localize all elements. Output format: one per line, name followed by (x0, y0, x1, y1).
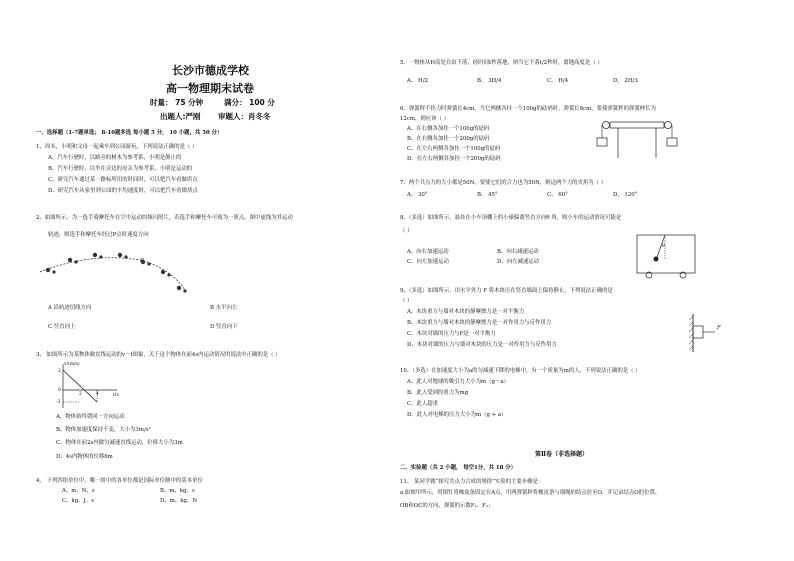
q7-stem: 7、两个共点力的大小都是50N，要使它们的合力也为50N，则这两个力的夹角为（ ） (400, 180, 607, 186)
spring-scale-figure (592, 118, 682, 160)
q1-option-d: D、研究汽车从家里到公园的平均速度时，可以把汽车看做质点 (48, 188, 198, 194)
reviewer-label: 审题人：肖冬冬 (218, 112, 271, 121)
wall-block-figure (687, 312, 727, 354)
q6-stem-line1: 6、弹簧秤不挂力时弹簧长4cm，当它两侧各挂一个100g的砝码时，弹簧长8cm，要使弹簧秤的弹簧伸长为 (400, 106, 656, 112)
q4-option-b: B、m、kg、s (160, 488, 195, 494)
q9-option-b: B、木块重力与墙对木块的静摩擦力是一对作用力与反作用力 (407, 320, 552, 326)
q8-option-d: D、向左减速运动 (497, 259, 540, 265)
school-name: 长沙市德成学校 (172, 64, 249, 77)
q10-stem: 10、（多选）在加速度大小为a的匀减速下降的电梯中，有一个质量为m的人，下列说法正确的是（ ） (400, 368, 641, 374)
q3-stem: 3、 如图所示为某物体做直线运动的v－t图象，关于这个物体在前4s内运动情况的说法中正确的是（ ） (36, 352, 281, 358)
q5-option-d: D、 2H/3 (613, 78, 638, 84)
car-pendulum-figure (635, 233, 697, 279)
vt-graph-xlabel: t/s (113, 393, 119, 398)
q10-option-d: D、此人对电梯的压力大小为m（g + a） (407, 412, 507, 418)
exam-title: 高一物理期末试卷 (166, 82, 254, 95)
q6-option-d: D、在左右两侧各加挂一个200g的砝码 (407, 156, 501, 162)
q2-option-a: A 沿轨迹切线方向 (48, 305, 92, 311)
q4-option-c: C、kg、J、s (62, 498, 94, 504)
motorcycle-trajectory-figure (40, 250, 200, 305)
q5-option-c: C、 H/4 (547, 78, 569, 84)
right-column (397, 0, 794, 561)
q6-option-c: C、在左右两侧各加挂一个100g的砝码 (407, 146, 501, 152)
setter-label: 出题人:严刚 (160, 112, 201, 121)
q1-option-c: C、研究汽车通过某一路标所用的时间时，可以把汽车看做质点 (48, 177, 198, 183)
q1-option-a: A、汽车行驶时，以路旁的树木为参考系，小明是静止的 (48, 155, 182, 161)
q9-stem-line1: 9、（多选）如图所示，用水平外力 F 将木块压在竖直墙面上保持静止，下列说法正确的是 (400, 288, 613, 294)
q9-option-a: A、木块重力与墙对木块的静摩擦力是一对平衡力 (407, 309, 525, 315)
q6-option-b: B、在右侧各加挂一个200g的砝码 (407, 136, 490, 142)
q6-option-a: A、在右侧各加挂一个100g的砝码 (407, 126, 490, 132)
q3-option-c: C、物体在前2s内做匀减速直线运动，位移大小为3m (56, 440, 183, 446)
q5-stem: 5、一物体从H高处自由下落，经时间t秒落地，则当它下落t/2秒时，离地高度是（ ） (400, 60, 603, 66)
q2-option-c: C 竖直向上 (48, 324, 76, 330)
q1-option-b: B、汽车行驶时，以坐在旁边的母亲为参考系，小明是运动的 (48, 166, 193, 172)
vt-graph-xtick1: 2 (79, 392, 82, 397)
q2-stem-line1: 2、如图所示，为一选手骑摩托车在空中运动的频闪照片，若选手和摩托车可视为一质点，图中虚线为其运动 (36, 215, 293, 221)
section2-heading: 二、实验题（共 2 小题， 每空1分，共 18 分） (400, 465, 517, 471)
q6-stem-line2: 12cm，则应该（ ） (400, 116, 450, 122)
q8-theta-label: θ (662, 244, 665, 249)
q2-option-b: B 水平向左 (210, 305, 238, 311)
vt-graph-ylabel: v/(m/s) (64, 362, 80, 367)
q8-stem-line2: （ ） (400, 228, 413, 234)
q9-option-d: D、木块对墙的压力与墙对木块的压力是一对作用力与反作用力 (407, 342, 557, 348)
q10-option-b: B、此人受到的重力为mg (407, 390, 469, 396)
q1-stem: 1、周末，小明和父母一起乘车到公园游玩，下列说法正确的是（ ） (36, 144, 198, 150)
vt-graph-origin: 0 (58, 388, 61, 393)
q7-option-b: B、 45° (477, 192, 498, 198)
q4-stem: 4、 下列四组单位中，哪一组中的各单位都是国际单位制中的基本单位 (36, 478, 203, 484)
q8-stem-line1: 8、（多选）如图所示，悬挂在小车顶棚上的小球偏离竖直方向θ 角，则小车的运动情况可能是 (400, 215, 622, 221)
q9-stem-line2: （ ） (400, 298, 413, 304)
q8-option-b: B、向右减速运动 (497, 249, 539, 255)
vt-graph-xtick2: 4 (96, 392, 99, 397)
q10-option-c: C、此人超重 (407, 401, 439, 407)
q3-option-d: D、4s内物体的位移6m (56, 454, 113, 460)
q4-option-d: D、m、kg、N (160, 498, 198, 504)
q8-option-c: C、向左加速运动 (407, 259, 449, 265)
q3-option-b: B、物体加速度保持不变，大小为3m/s² (56, 427, 151, 433)
part2-heading: 第Ⅱ卷（非选择题） (535, 451, 589, 458)
q4-option-a: A、m、N、s (62, 488, 95, 494)
time-label: 时量： 75 分钟 (150, 98, 204, 107)
q9-option-c: C、木块对墙的压力与F是一对平衡力 (407, 331, 496, 337)
q5-option-b: B、 3H/4 (477, 78, 502, 84)
vt-graph-ytick: 2 (58, 369, 61, 374)
vt-graph (55, 362, 125, 412)
q7-option-a: A、 30° (407, 192, 428, 198)
q7-option-c: C、 60° (547, 192, 568, 198)
q11-stem-line3: OB和OC的方向、弹簧的示数F₁、F₂； (400, 503, 494, 509)
q9-force-label: F (717, 325, 721, 331)
q5-option-a: A、 H/2 (407, 78, 428, 84)
q10-option-a: A、此人对地球的吸引力大小为m（g－a） (407, 379, 509, 385)
q8-option-a: A、向右加速运动 (407, 249, 449, 255)
q11-stem-line2: a.如图甲所示，用图钉将橡皮条固定在A点，用两弹簧秤将橡皮条与细绳的结点拉至O，并记录结点O的位置、 (400, 490, 661, 496)
section1-heading: 一、选择题（1-7题单选； 8-10题多选 每小题 5 分， 10 小题，共 50 分） (36, 130, 223, 136)
q2-stem-line2: 轨迹，则选手和摩托车经过P点时速度方向 (48, 232, 149, 238)
q2-option-d: D 竖直向下 (210, 324, 238, 330)
score-label: 满分： 100 分 (224, 98, 275, 107)
q11-stem-line1: 11、 某同学做“探究共点力合成的规律”实验的主要步骤是： (400, 479, 544, 485)
vt-graph-yneg: -3 (56, 400, 61, 405)
q3-option-a: A、物体始终朝同一方向运动 (56, 414, 125, 420)
q2-point-p: P (140, 258, 144, 264)
q7-option-d: D、 120° (613, 192, 638, 198)
